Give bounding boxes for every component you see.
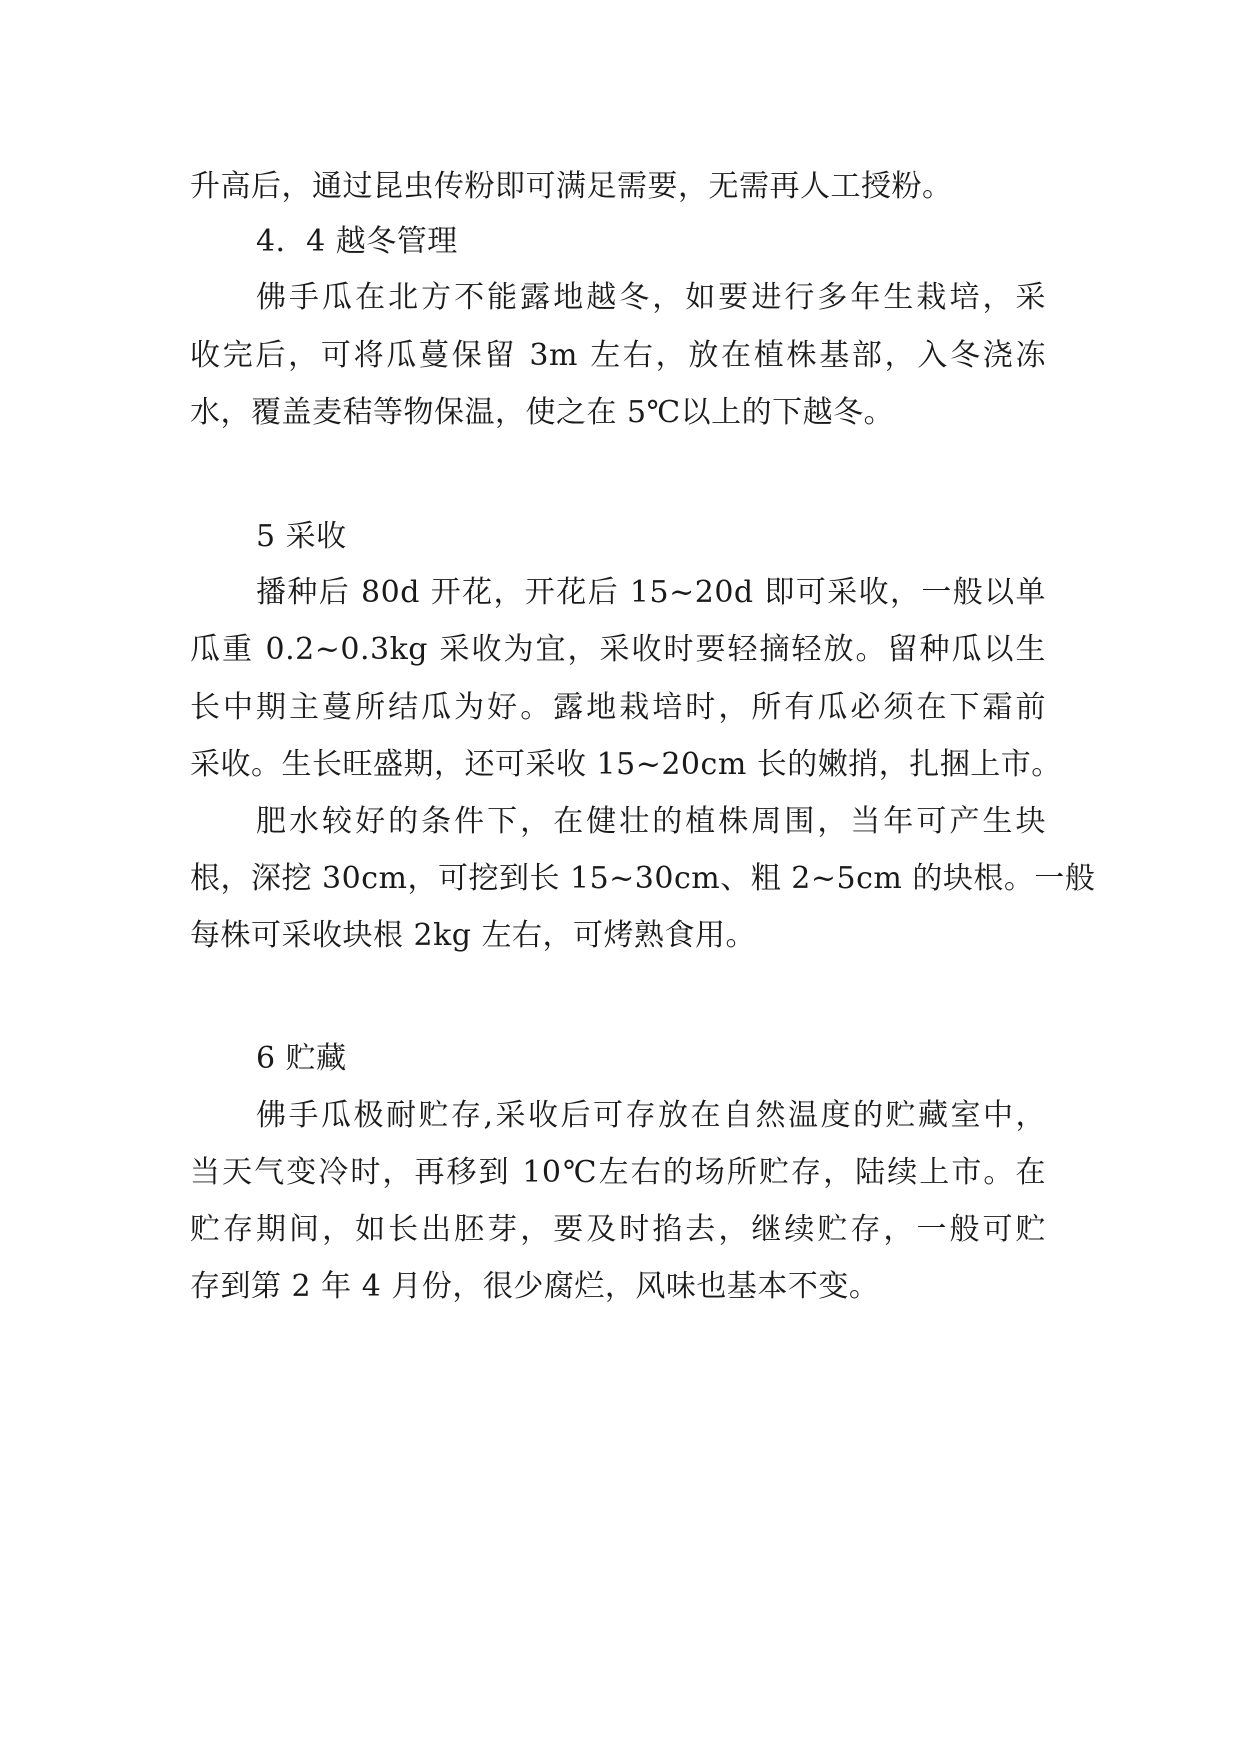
- paragraph-line: 瓜重 0.2~0.3kg 采收为宜，采收时要轻摘轻放。留种瓜以生: [190, 632, 1046, 667]
- paragraph-line: 存到第 2 年 4 月份，很少腐烂，风味也基本不变。: [190, 1269, 880, 1304]
- paragraph-line: 长中期主蔓所结瓜为好。露地栽培时，所有瓜必须在下霜前: [190, 690, 1046, 725]
- section-heading: 4．4 越冬管理: [256, 224, 458, 259]
- paragraph-line: 佛手瓜在北方不能露地越冬，如要进行多年生栽培，采: [256, 280, 1046, 315]
- section-heading: 6 贮藏: [256, 1041, 347, 1076]
- section-heading: 5 采收: [256, 519, 347, 554]
- paragraph-line: 采收。生长旺盛期，还可采收 15~20cm 长的嫩捎，扎捆上市。: [190, 747, 1062, 782]
- paragraph-line: 佛手瓜极耐贮存,采收后可存放在自然温度的贮藏室中，: [256, 1098, 1046, 1133]
- paragraph-line: 播种后 80d 开花，开花后 15~20d 即可采收，一般以单: [256, 575, 1046, 610]
- paragraph-line: 水，覆盖麦秸等物保温，使之在 5℃以上的下越冬。: [190, 395, 895, 430]
- paragraph-line: 收完后，可将瓜蔓保留 3m 左右，放在植株基部，入冬浇冻: [190, 338, 1046, 373]
- paragraph-line: 根，深挖 30cm，可挖到长 15~30cm、粗 2~5cm 的块根。一般: [190, 861, 1096, 896]
- paragraph-line: 肥水较好的条件下，在健壮的植株周围，当年可产生块: [256, 804, 1046, 839]
- paragraph-line: 当天气变冷时，再移到 10℃左右的场所贮存，陆续上市。在: [190, 1155, 1046, 1190]
- paragraph-line: 每株可采收块根 2kg 左右，可烤熟食用。: [190, 918, 757, 953]
- paragraph-line: 升高后，通过昆虫传粉即可满足需要，无需再人工授粉。: [190, 169, 953, 204]
- paragraph-line: 贮存期间，如长出胚芽，要及时掐去，继续贮存，一般可贮: [190, 1212, 1046, 1247]
